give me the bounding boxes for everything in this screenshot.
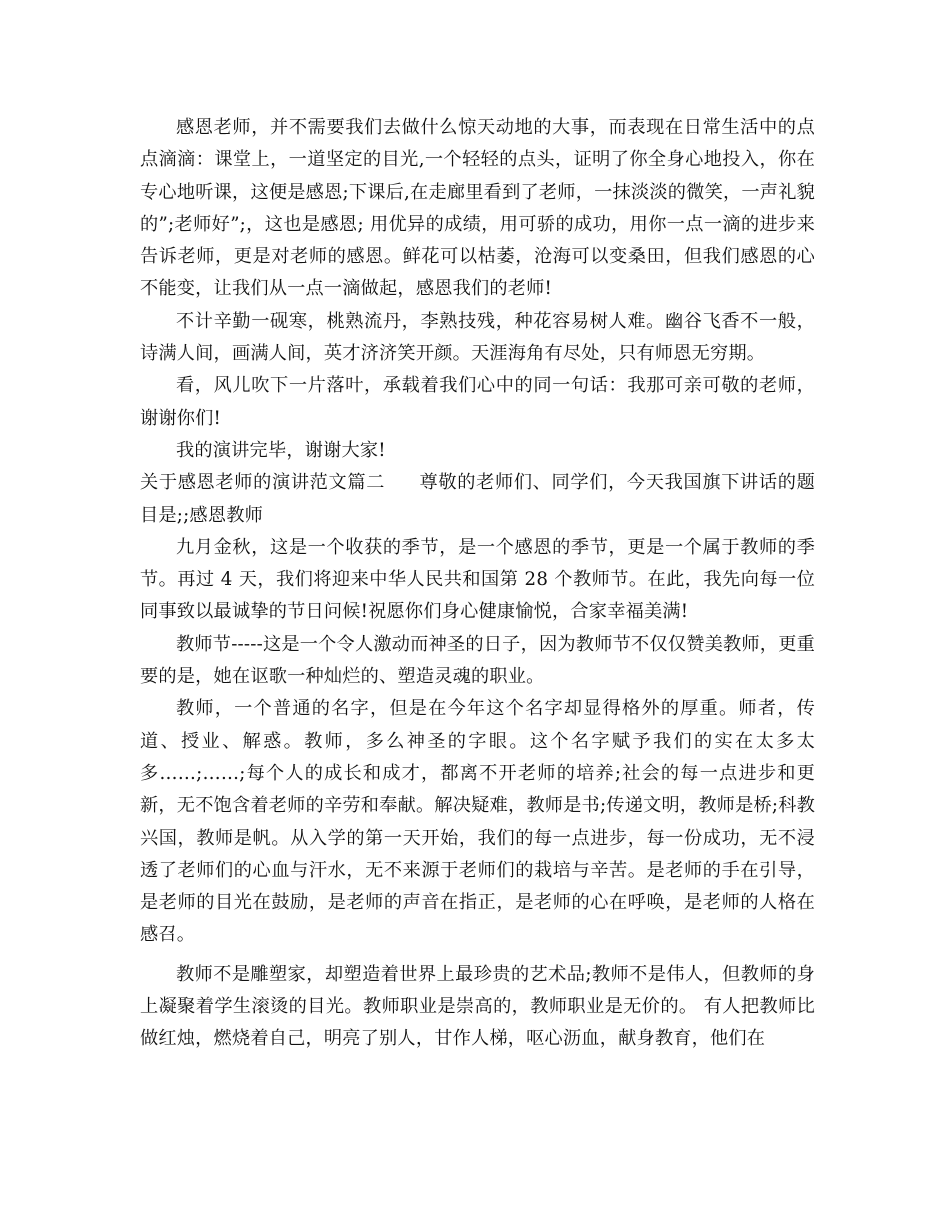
paragraph-2: 不计辛勤一砚寒，桃熟流丹，李熟技残，种花容易树人难。幽谷飞香不一般，诗满人间，画满人间，英才济济笑开颜。天涯海角有尽处，只有师恩无穷期。 [140, 310, 815, 365]
paragraph-8: 教师不是雕塑家，却塑造着世界上最珍贵的艺术品;教师不是伟人，但教师的身上凝聚着学生滚烫的目光。教师职业是崇高的，教师职业是无价的。 有人把教师比做红烛，燃烧着自己，明亮了别人，甘作人梯，呕心沥血，献身教育，他们在 [140, 963, 815, 1050]
paragraph-5: 九月金秋，这是一个收获的季节，是一个感恩的季节，更是一个属于教师的季节。再过 4 天，我们将迎来中华人民共和国第 28 个教师节。在此，我先向每一位同事致以最诚挚的节日问候!祝愿你们身心健康愉悦，合家幸福美满! [140, 536, 815, 623]
paragraph-1: 感恩老师，并不需要我们去做什么惊天动地的大事，而表现在日常生活中的点点滴滴：课堂上，一道坚定的目光,一个轻轻的点头，证明了你全身心地投入，你在专心地听课，这便是感恩;下课后,在走廊里看到了老师，一抹淡淡的微笑，一声礼貌的”;老师好”;，这也是感恩; 用优异的成绩，用可骄的成功，用你一点一滴的进步来告诉老师，更是对老师的感恩。鲜花可以枯萎，沧海可以变桑田，但我们感恩的心不能变，让我们从一点一滴做起，感恩我们的老师! [140, 117, 815, 300]
paragraph-7: 教师，一个普通的名字，但是在今年这个名字却显得格外的厚重。师者，传道、授业、解惑。教师，多么神圣的字眼。这个名字赋予我们的实在太多太多……;……;每个人的成长和成才，都离不开老师的培养;社会的每一点进步和更新，无不饱含着老师的辛劳和奉献。解决疑难，教师是书;传递文明，教师是桥;科教兴国，教师是帆。从入学的第一天开始，我们的每一点进步，每一份成功，无不浸透了老师们的心血与汗水，无不来源于老师们的栽培与辛苦。是老师的手在引导，是老师的目光在鼓励，是老师的声音在指正，是老师的心在呼唤，是老师的人格在感召。 [140, 698, 815, 946]
section-heading-line [140, 467, 815, 532]
section-heading-title: 关于感恩老师的演讲范文篇二 [140, 472, 386, 494]
paragraph-4: 我的演讲完毕，谢谢大家! [176, 439, 386, 461]
paragraph-6: 教师节-----这是一个令人激动而神圣的日子，因为教师节不仅仅赞美教师，更重要的是，她在讴歌一种灿烂的、塑造灵魂的职业。 [140, 633, 815, 688]
document-body [140, 112, 815, 1056]
section-heading-continuation: 尊敬的老师们、同学们，今天我国旗下讲话的题目是;;感恩教师 [140, 472, 815, 526]
paragraph-3: 看，风儿吹下一片落叶，承载着我们心中的同一句话：我那可亲可敬的老师，谢谢你们! [140, 375, 815, 429]
